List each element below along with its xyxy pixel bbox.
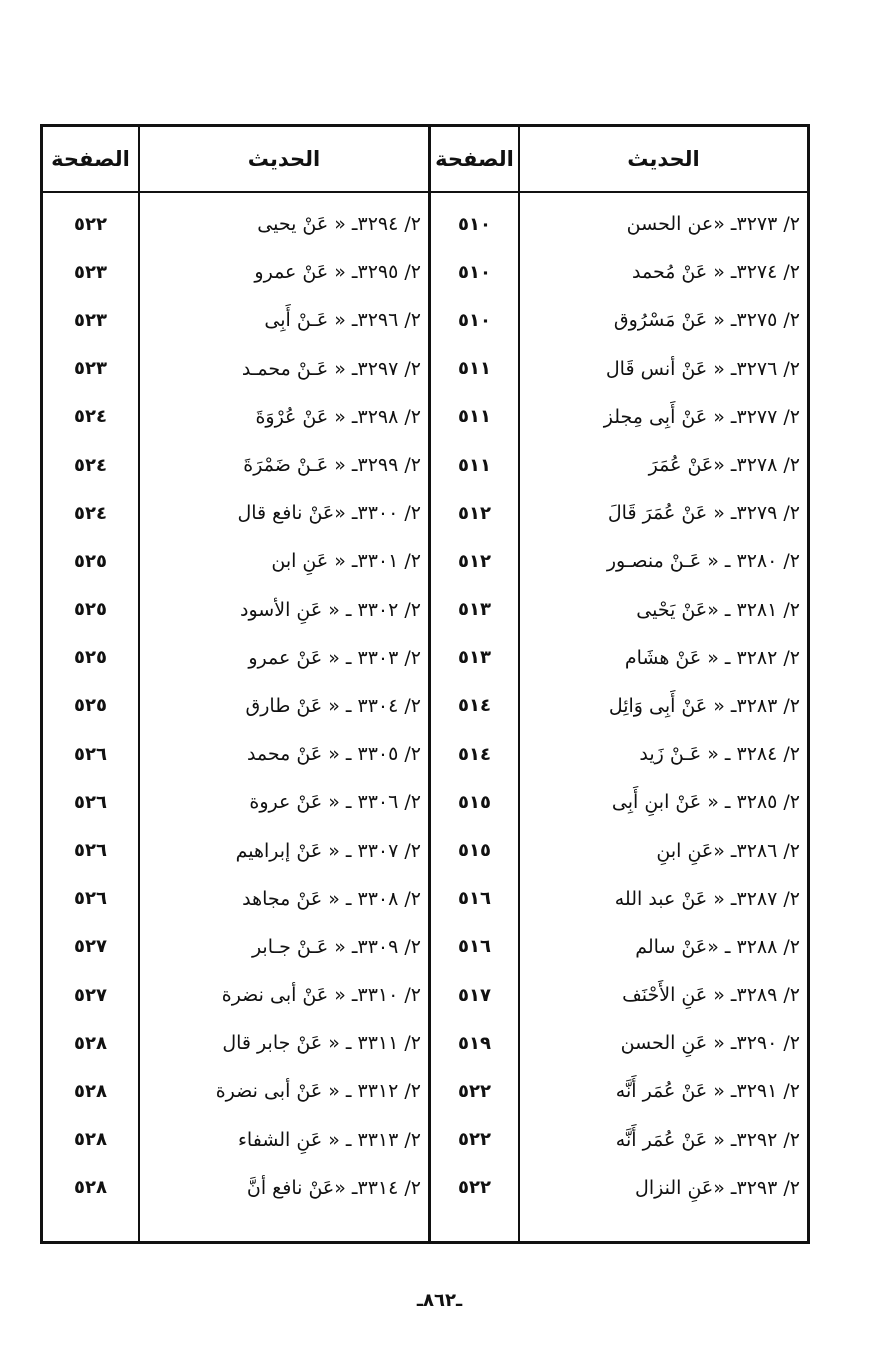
- page-ref-left: ٥٢٣: [74, 309, 107, 331]
- page-ref-right: ٥١٢: [458, 550, 491, 572]
- page-ref-right: ٥١٩: [458, 1032, 491, 1054]
- hadith-entry-right: ٢/ ٣٢٨٠ ـ « عَـنْ منصـور: [606, 550, 800, 573]
- table-row: [43, 778, 807, 826]
- hadith-entry-right: ٢/ ٣٢٩٣ـ «عَنِ النزال: [635, 1176, 800, 1199]
- page-ref-left: ٥٢٦: [74, 743, 107, 765]
- page-ref-left: ٥٢٤: [74, 406, 107, 428]
- hadith-entry-right: ٢/ ٣٢٧٩ـ « عَنْ عُمَرَ قَالَ: [607, 502, 800, 525]
- table-row: [43, 682, 807, 730]
- page-ref-left: ٥٢٤: [74, 454, 107, 476]
- page-ref-right: ٥١١: [458, 406, 491, 428]
- hadith-entry-right: ٢/ ٣٢٧٤ـ « عَنْ مُحمد: [631, 261, 800, 284]
- page-ref-left: ٥٢٥: [74, 695, 107, 717]
- hadith-entry-left: ٢/ ٣٣١٠ـ « عَنْ أبى نضرة: [221, 984, 421, 1007]
- page-ref-right: ٥١٠: [458, 213, 491, 235]
- page-ref-left: ٥٢٥: [74, 647, 107, 669]
- hadith-entry-right: ٢/ ٣٢٧٧ـ « عَنْ أَبِى مِجلز: [603, 405, 800, 428]
- page-ref-right: ٥١٠: [458, 309, 491, 331]
- hadith-entry-right: ٢/ ٣٢٩١ـ « عَنْ عُمَر أَنَّه: [615, 1080, 800, 1103]
- hadith-entry-left: ٢/ ٣٣٠٤ ـ « عَنْ طارق: [245, 694, 421, 717]
- table-row: [43, 730, 807, 778]
- page-ref-right: ٥٢٢: [458, 1080, 491, 1102]
- page-ref-right: ٥١٣: [458, 647, 491, 669]
- table-row: [43, 971, 807, 1019]
- page-ref-left: ٥٢٦: [74, 791, 107, 813]
- page-ref-right: ٥١٣: [458, 599, 491, 621]
- hadith-entry-right: ٢/ ٣٢٨٣ـ « عَنْ أَبِى وَائِل: [608, 694, 800, 717]
- hadith-entry-right: ٢/ ٣٢٨٦ـ «عَنِ ابنِ: [656, 839, 800, 862]
- header-hadith-left: الحديث: [247, 147, 321, 171]
- page-ref-left: ٥٢٧: [74, 984, 107, 1006]
- page-ref-left: ٥٢٧: [74, 936, 107, 958]
- table-row: [43, 1067, 807, 1115]
- page-ref-right: ٥١٥: [458, 791, 491, 813]
- table-row: [43, 875, 807, 923]
- hadith-entry-right: ٢/ ٣٢٨٧ـ « عَنْ عبد الله: [614, 887, 800, 910]
- hadith-entry-left: ٢/ ٣٣٠٠ـ «عَنْ نافع قال: [237, 502, 421, 525]
- hadith-entry-left: ٢/ ٣٣١١ ـ « عَنْ جابر قال: [222, 1032, 421, 1055]
- hadith-entry-right: ٢/ ٣٢٧٨ـ «عَنْ عُمَرَ: [648, 454, 800, 477]
- page-ref-right: ٥١٢: [458, 502, 491, 524]
- page-ref-right: ٥١٦: [458, 936, 491, 958]
- hadith-index-table: [40, 124, 810, 1244]
- table-row: [43, 586, 807, 634]
- page-ref-left: ٥٢٦: [74, 888, 107, 910]
- hadith-entry-left: ٢/ ٣٣٠٨ ـ « عَنْ مجاهد: [242, 887, 421, 910]
- hadith-entry-left: ٢/ ٣٣١٣ ـ « عَنِ الشفاء: [237, 1128, 421, 1151]
- page-ref-right: ٥١١: [458, 358, 491, 380]
- table-row: [43, 200, 807, 248]
- hadith-entry-left: ٢/ ٣٣١٤ـ «عَنْ نافع أنَّ: [246, 1176, 421, 1199]
- table-row: [43, 489, 807, 537]
- page-ref-left: ٥٢٤: [74, 502, 107, 524]
- page-ref-right: ٥١٤: [458, 695, 491, 717]
- table-row: [43, 345, 807, 393]
- hadith-entry-right: ٢/ ٣٢٩٢ـ « عَنْ عُمَر أَنَّه: [615, 1128, 800, 1151]
- hadith-entry-left: ٢/ ٣٣٠٥ ـ « عَنْ محمد: [246, 743, 421, 766]
- page-ref-left: ٥٢٨: [74, 1129, 107, 1151]
- hadith-entry-right: ٢/ ٣٢٨١ ـ «عَنْ يَحْيى: [636, 598, 800, 621]
- page-ref-left: ٥٢٥: [74, 550, 107, 572]
- header-page-right: الصفحة: [435, 147, 514, 171]
- hadith-entry-left: ٢/ ٣٢٩٩ـ « عَـنْ ضَمْرَةَ: [243, 454, 421, 477]
- hadith-entry-right: ٢/ ٣٢٨٩ـ « عَنِ الأَحْنَف: [622, 984, 800, 1007]
- page-ref-right: ٥٢٢: [458, 1129, 491, 1151]
- hadith-entry-left: ٢/ ٣٣٠٣ ـ « عَنْ عمرو: [248, 646, 421, 669]
- hadith-entry-left: ٢/ ٣٣٠٧ ـ « عَنْ إبراهيم: [235, 839, 421, 862]
- page-ref-left: ٥٢٢: [74, 213, 107, 235]
- page-ref-right: ٥١٠: [458, 261, 491, 283]
- page-ref-right: ٥١١: [458, 454, 491, 476]
- hadith-entry-left: ٢/ ٣٢٩٨ـ « عَنْ عُرْوَةَ: [255, 405, 421, 428]
- hadith-entry-right: ٢/ ٣٢٧٥ـ « عَنْ مَسْرُوق: [613, 309, 800, 332]
- table-row: [43, 1116, 807, 1164]
- hadith-entry-right: ٢/ ٣٢٨٢ ـ « عَنْ هشَام: [624, 646, 800, 669]
- table-row: [43, 1164, 807, 1212]
- page-ref-right: ٥٢٢: [458, 1177, 491, 1199]
- table-row: [43, 826, 807, 874]
- table-row: [43, 537, 807, 585]
- page-number: ـ٨٦٢ـ: [416, 1290, 463, 1311]
- hadith-entry-left: ٢/ ٣٢٩٤ـ « عَنْ يحيى: [257, 213, 421, 236]
- hadith-entry-left: ٢/ ٣٢٩٥ـ « عَنْ عمرو: [254, 261, 421, 284]
- hadith-entry-right: ٢/ ٣٢٧٣ـ «عن الحسن: [626, 213, 800, 236]
- table-row: [43, 923, 807, 971]
- table-row: [43, 441, 807, 489]
- hadith-entry-right: ٢/ ٣٢٨٨ ـ «عَنْ سالم: [635, 935, 800, 958]
- page-ref-right: ٥١٦: [458, 888, 491, 910]
- table-body: [43, 200, 807, 1212]
- page-ref-left: ٥٢٨: [74, 1032, 107, 1054]
- hadith-entry-right: ٢/ ٣٢٨٥ ـ « عَنْ ابنِ أَبِى: [611, 791, 800, 814]
- hadith-entry-right: ٢/ ٣٢٩٠ـ « عَنِ الحسن: [620, 1032, 800, 1055]
- hadith-entry-left: ٢/ ٣٣٠٢ ـ « عَنِ الأسود: [240, 598, 421, 621]
- table-row: [43, 296, 807, 344]
- hadith-entry-right: ٢/ ٣٢٧٦ـ « عَنْ أنس قَال: [605, 357, 800, 380]
- page-ref-left: ٥٢٣: [74, 261, 107, 283]
- page-ref-right: ٥١٧: [458, 984, 491, 1006]
- page-ref-left: ٥٢٣: [74, 358, 107, 380]
- page-ref-left: ٥٢٨: [74, 1080, 107, 1102]
- page-ref-left: ٥٢٦: [74, 840, 107, 862]
- hadith-entry-left: ٢/ ٣٣١٢ ـ « عَنْ أبى نضرة: [215, 1080, 421, 1103]
- table-row: [43, 1019, 807, 1067]
- table-row: [43, 634, 807, 682]
- page-ref-right: ٥١٤: [458, 743, 491, 765]
- page-ref-right: ٥١٥: [458, 840, 491, 862]
- hadith-entry-right: ٢/ ٣٢٨٤ ـ « عَـنْ زَيد: [639, 743, 800, 766]
- hadith-entry-left: ٢/ ٣٢٩٧ـ « عَـنْ محمـد: [241, 357, 421, 380]
- header-page-left: الصفحة: [51, 147, 130, 171]
- hadith-entry-left: ٢/ ٣٢٩٦ـ « عَـنْ أَبِى: [264, 309, 421, 332]
- page-ref-left: ٥٢٥: [74, 599, 107, 621]
- hadith-entry-left: ٢/ ٣٣٠٦ ـ « عَنْ عروة: [249, 791, 421, 814]
- header-rule: [43, 191, 807, 193]
- table-row: [43, 393, 807, 441]
- page-ref-left: ٥٢٨: [74, 1177, 107, 1199]
- header-hadith-right: الحديث: [627, 147, 700, 171]
- hadith-entry-left: ٢/ ٣٣٠١ـ « عَنِ ابن: [271, 550, 421, 573]
- table-row: [43, 248, 807, 296]
- hadith-entry-left: ٢/ ٣٣٠٩ـ « عَـنْ جـابر: [251, 935, 421, 958]
